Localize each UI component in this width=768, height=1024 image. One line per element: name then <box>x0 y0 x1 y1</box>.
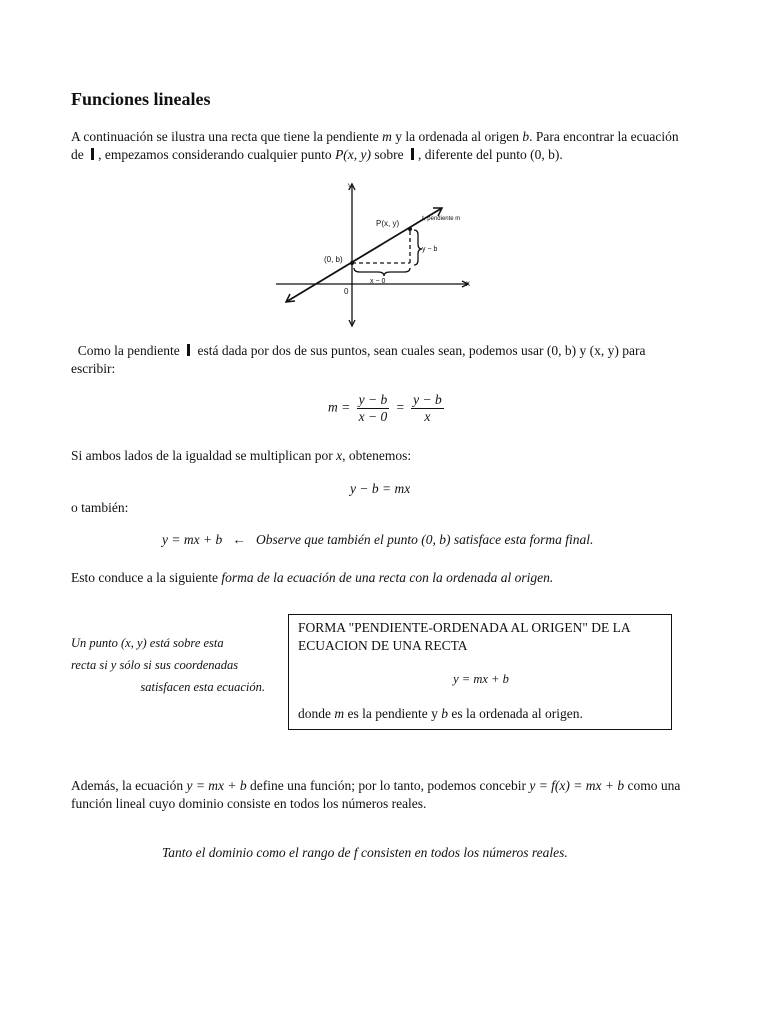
numerator: y − b <box>413 392 442 407</box>
eq-lhs: m = <box>328 399 351 415</box>
line-figure <box>272 178 496 328</box>
box-heading-line: ECUACION DE UNA RECTA <box>298 638 468 653</box>
fraction <box>411 392 444 425</box>
para-text: está dada por dos de sus puntos, sean cuales sean, podemos usar (0, b) y (x, y) para <box>194 343 646 358</box>
var-b: b <box>441 706 448 721</box>
intro-paragraph <box>71 128 699 164</box>
slope-equation <box>328 392 447 425</box>
intro-text: , empezamos considerando cualquier punto <box>98 147 336 162</box>
page-title: Funciones lineales <box>71 89 211 109</box>
side-note <box>71 632 265 698</box>
intercept-point <box>350 261 354 265</box>
intercept-label: (0, b) <box>324 255 343 264</box>
intro-text: , diferente del punto (0, b). <box>418 147 563 162</box>
box-equation: y = mx + b <box>453 672 509 686</box>
inline-equation: y = f(x) = mx + b <box>529 778 625 793</box>
origin-label: 0 <box>344 287 349 296</box>
para-text: Si ambos lados de la igualdad se multiplican por <box>71 448 337 463</box>
denominator: x <box>424 409 431 424</box>
equals: = <box>395 399 405 415</box>
numerator: y − b <box>358 392 388 407</box>
box-footer <box>298 705 583 723</box>
point-p: P(x, y) <box>335 147 372 162</box>
dx-label: x − 0 <box>370 278 386 285</box>
dy-label: y − b <box>422 246 438 253</box>
para-text: Como la pendiente <box>77 343 184 358</box>
line-symbol <box>411 148 414 160</box>
var-x: x <box>336 448 343 463</box>
intro-text: A continuación se ilustra una recta que tiene la pendiente <box>71 129 383 144</box>
var-m: m <box>334 706 345 721</box>
para-text: , obtenemos: <box>342 448 412 463</box>
fraction <box>357 392 390 425</box>
formula: y = mx + b <box>162 532 223 547</box>
side-note-line: recta si y sólo si sus coordenadas <box>71 658 239 672</box>
para-text: función lineal cuyo dominio consiste en todos los números reales. <box>71 796 427 811</box>
equation-3 <box>162 532 593 548</box>
dy-brace <box>414 230 422 265</box>
para-text: Esto conduce a la siguiente <box>71 570 222 585</box>
intro-text: . Para encontrar la ecuación <box>529 129 679 144</box>
paragraph-2 <box>71 342 699 378</box>
x-axis-label: x <box>466 279 470 288</box>
denominator: x − 0 <box>358 409 388 424</box>
paragraph-5 <box>71 569 553 587</box>
line-label: ℓ, pendiente m <box>422 216 461 222</box>
para-text: Además, la ecuación <box>71 778 187 793</box>
para-text: define una función; por lo tanto, podemos concebir <box>246 778 530 793</box>
side-note-line: Un punto (x, y) está sobre esta <box>71 636 224 650</box>
box-text: es la pendiente y <box>344 706 442 721</box>
paragraph-3 <box>71 447 411 465</box>
final-note: Tanto el dominio como el rango de f consisten en todos los números reales. <box>162 845 568 860</box>
box-text: donde <box>298 706 335 721</box>
intro-text: sobre <box>371 147 408 162</box>
formula-box <box>288 614 672 730</box>
para-text: escribir: <box>71 361 116 376</box>
var-m: m <box>382 129 392 144</box>
intro-text: de <box>71 147 88 162</box>
arrow: ← <box>232 532 246 547</box>
intro-text: y la ordenada al origen <box>391 129 523 144</box>
box-heading <box>298 619 664 655</box>
point-p-dot <box>408 227 412 231</box>
paragraph-6 <box>71 777 699 813</box>
formula-note: Observe que también el punto (0, b) satisface esta forma final. <box>255 532 594 547</box>
point-label: P(x, y) <box>376 219 400 228</box>
inline-equation: y = mx + b <box>186 778 247 793</box>
box-text: es la ordenada al origen. <box>447 706 583 721</box>
dx-brace <box>354 268 410 276</box>
paragraph-4: o también: <box>71 500 129 515</box>
para-text-italic: forma de la ecuación de una recta con la ordenada al origen. <box>221 570 554 585</box>
para-text: como una <box>624 778 681 793</box>
equation-2: y − b = mx <box>350 481 411 496</box>
var-b: b <box>522 129 530 144</box>
y-axis-label: y <box>348 181 352 190</box>
box-heading-line: FORMA "PENDIENTE-ORDENADA AL ORIGEN" DE LA <box>298 620 631 635</box>
side-note-line: satisfacen esta ecuación. <box>140 680 265 694</box>
line-symbol <box>91 148 94 160</box>
line-symbol <box>187 344 190 356</box>
